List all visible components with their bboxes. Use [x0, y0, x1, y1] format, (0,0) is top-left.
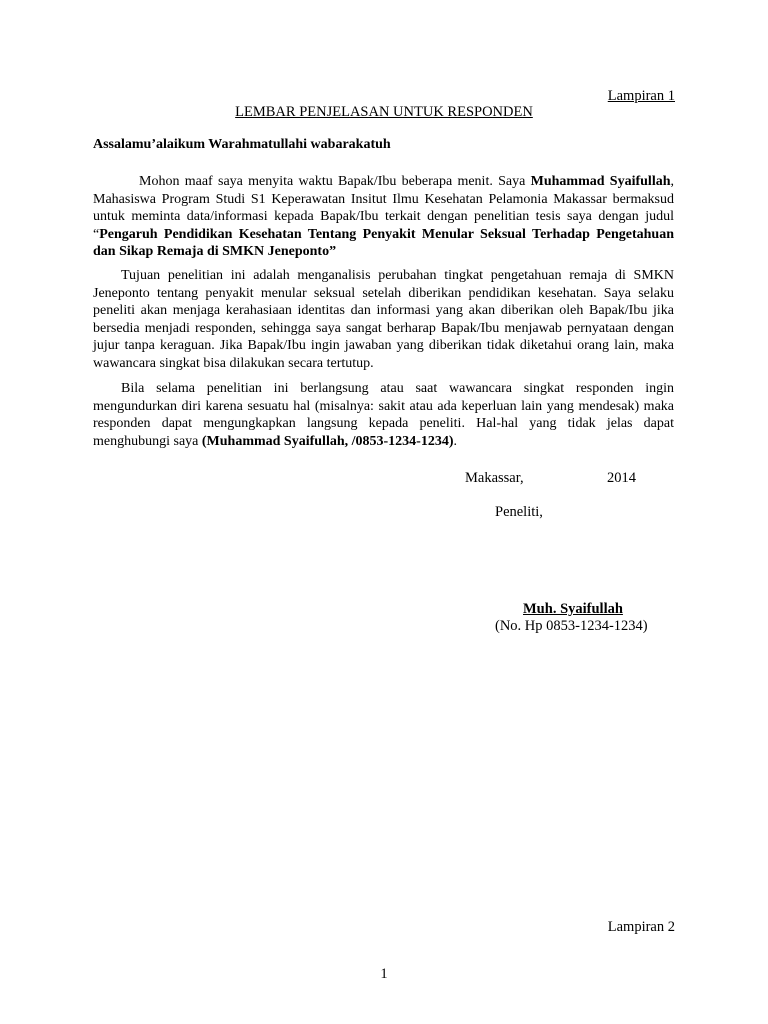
researcher-name: Muhammad Syaifullah [530, 174, 671, 189]
thesis-title: Pengaruh Pendidikan Kesehatan Tentang Penyakit Menular Seksual Terhadap Pengetahuan dan Sikap Remaja di SMKN Jeneponto [93, 226, 674, 259]
intro-text-continued: , Mahasiswa Program Studi S1 Keperawatan Insitut Ilmu Kesehatan Pelamonia Makassar bermaksud untuk meminta data/informasi kepada Bapak/Ibu terkait dengan penelitian tesis saya dengan judul “ [93, 174, 674, 242]
next-attachment-label: Lampiran 2 [607, 919, 675, 935]
greeting: Assalamu’alaikum Warahmatullahi wabarakatuh [93, 137, 391, 152]
paragraph-introduction [93, 173, 674, 261]
page-title: LEMBAR PENJELASAN UNTUK RESPONDEN [235, 104, 533, 120]
signature-year: 2014 [607, 470, 636, 486]
withdrawal-text: Bila selama penelitian ini berlangsung atau saat wawancara singkat responden ingin mengundurkan diri karena sesuatu hal (misalnya: sakit atau ada keperluan lain yang mendesak) maka responden dapat mengungkapkan langsung kepada peneliti. Hal-hal yang tidak jelas dapat menghubungi saya [93, 381, 674, 449]
paragraph-purpose: Tujuan penelitian ini adalah menganalisis perubahan tingkat pengetahuan remaja di SMKN Jeneponto tentang penyakit menular seksual setelah diberikan pendidikan kesehatan. Saya selaku peneliti akan menjaga kerahasiaan identitas dan informasi yang akan diberikan oleh Bapak/Ibu jika bersedia menjadi responden, sehingga saya sangat berharap Bapak/Ibu menjawab pernyataan dengan jujur tanpa keraguan. Jika Bapak/Ibu ingin jawaban yang diberikan tidak diketahui orang lain, maka wawancara singkat bisa dilakukan secara tertutup. [93, 268, 674, 371]
closing-quote: ” [329, 244, 337, 259]
signature-place: Makassar, [465, 470, 524, 486]
intro-text: Mohon maaf saya menyita waktu Bapak/Ibu beberapa menit. Saya [139, 174, 531, 189]
signature-role: Peneliti, [495, 504, 543, 520]
signature-name: Muh. Syaifullah [523, 601, 623, 617]
attachment-label: Lampiran 1 [607, 88, 675, 104]
signature-phone: (No. Hp 0853-1234-1234) [495, 618, 648, 634]
withdrawal-end: . [453, 433, 457, 449]
page-number: 1 [380, 966, 388, 982]
contact-info: (Muhammad Syaifullah, /0853-1234-1234) [201, 433, 454, 449]
paragraph-withdrawal [93, 380, 674, 450]
